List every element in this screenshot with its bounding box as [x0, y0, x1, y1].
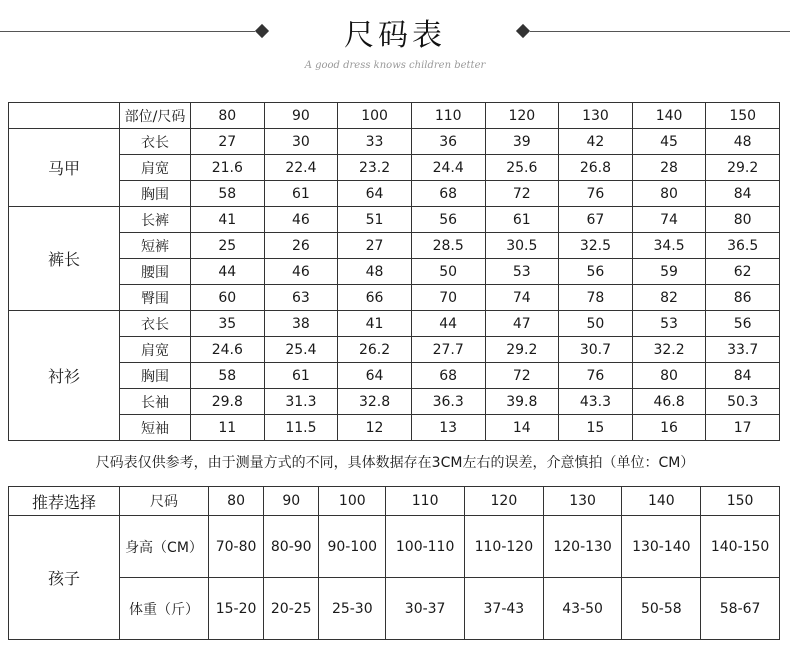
table-row	[9, 311, 780, 337]
table-cell: 80-90	[264, 516, 319, 578]
table-row	[9, 516, 780, 578]
table-cell: 27.7	[411, 337, 485, 363]
table-cell: 50-58	[622, 578, 701, 640]
row-label: 身高（CM）	[120, 516, 209, 578]
table-cell: 50.3	[706, 389, 780, 415]
table-cell: 38	[264, 311, 338, 337]
row-label: 长裤	[120, 207, 191, 233]
table-row	[9, 181, 780, 207]
table-cell: 130-140	[622, 516, 701, 578]
group-label: 裤长	[9, 207, 120, 311]
table-cell: 41	[191, 207, 265, 233]
table-cell: 58	[191, 363, 265, 389]
table-cell: 44	[191, 259, 265, 285]
table-cell: 33.7	[706, 337, 780, 363]
table-row	[9, 233, 780, 259]
table-cell: 84	[706, 363, 780, 389]
table-cell: 47	[485, 311, 559, 337]
table-cell: 100-110	[386, 516, 465, 578]
table-cell: 25.4	[264, 337, 338, 363]
size-header: 110	[411, 103, 485, 129]
table-cell: 29.2	[706, 155, 780, 181]
table-cell: 72	[485, 363, 559, 389]
table-cell: 50	[559, 311, 633, 337]
table-cell: 86	[706, 285, 780, 311]
table-cell: 43.3	[559, 389, 633, 415]
table-cell: 74	[485, 285, 559, 311]
table-cell: 11	[191, 415, 265, 441]
table-row	[9, 285, 780, 311]
table-cell: 21.6	[191, 155, 265, 181]
table-header-row	[9, 103, 780, 129]
table-row	[9, 415, 780, 441]
size-header: 130	[543, 487, 622, 516]
table-row	[9, 207, 780, 233]
table-cell: 35	[191, 311, 265, 337]
table-cell: 30.7	[559, 337, 633, 363]
table-cell: 68	[411, 363, 485, 389]
row-label: 腰围	[120, 259, 191, 285]
table-cell: 25-30	[319, 578, 386, 640]
table-cell: 53	[485, 259, 559, 285]
size-header: 150	[706, 103, 780, 129]
row-label: 衣长	[120, 311, 191, 337]
table-cell: 26	[264, 233, 338, 259]
table-cell: 30-37	[386, 578, 465, 640]
table-cell: 48	[338, 259, 412, 285]
row-label: 体重（斤）	[120, 578, 209, 640]
table-cell: 30.5	[485, 233, 559, 259]
size-header: 80	[209, 487, 264, 516]
table-cell: 29.8	[191, 389, 265, 415]
row-label: 短裤	[120, 233, 191, 259]
table-cell: 16	[632, 415, 706, 441]
table-cell: 68	[411, 181, 485, 207]
table-cell: 24.6	[191, 337, 265, 363]
size-header: 90	[264, 103, 338, 129]
table-cell: 39.8	[485, 389, 559, 415]
table-cell: 61	[264, 363, 338, 389]
table-cell: 13	[411, 415, 485, 441]
table-cell: 15	[559, 415, 633, 441]
table-cell: 23.2	[338, 155, 412, 181]
table-cell: 67	[559, 207, 633, 233]
table-cell: 26.8	[559, 155, 633, 181]
table-cell: 80	[632, 181, 706, 207]
table-cell: 58	[191, 181, 265, 207]
size-table	[8, 102, 780, 441]
size-header: 90	[264, 487, 319, 516]
table-cell: 120-130	[543, 516, 622, 578]
table-row	[9, 578, 780, 640]
table-cell: 59	[632, 259, 706, 285]
table-cell: 48	[706, 129, 780, 155]
table-cell: 24.4	[411, 155, 485, 181]
table-cell: 51	[338, 207, 412, 233]
table-cell: 61	[485, 207, 559, 233]
table-row	[9, 129, 780, 155]
table-row	[9, 389, 780, 415]
table-cell: 53	[632, 311, 706, 337]
table-cell: 25.6	[485, 155, 559, 181]
table-cell: 56	[411, 207, 485, 233]
table-cell: 26.2	[338, 337, 412, 363]
table-cell: 37-43	[465, 578, 544, 640]
table-cell: 56	[559, 259, 633, 285]
size-header: 140	[632, 103, 706, 129]
row-label: 胸围	[120, 181, 191, 207]
table-cell: 70-80	[209, 516, 264, 578]
size-header: 100	[338, 103, 412, 129]
table-row	[9, 363, 780, 389]
row-label: 衣长	[120, 129, 191, 155]
table-cell: 70	[411, 285, 485, 311]
corner-header: 部位/尺码	[120, 103, 191, 129]
table-cell: 14	[485, 415, 559, 441]
table-cell: 46	[264, 259, 338, 285]
blank-cell	[9, 103, 120, 129]
table-cell: 33	[338, 129, 412, 155]
table-cell: 43-50	[543, 578, 622, 640]
header-line-right	[530, 31, 790, 32]
table-cell: 60	[191, 285, 265, 311]
size-header: 140	[622, 487, 701, 516]
table-cell: 80	[632, 363, 706, 389]
table-cell: 44	[411, 311, 485, 337]
table-cell: 36.5	[706, 233, 780, 259]
table-cell: 11.5	[264, 415, 338, 441]
table-cell: 82	[632, 285, 706, 311]
table-row	[9, 259, 780, 285]
table-cell: 12	[338, 415, 412, 441]
table-cell: 74	[632, 207, 706, 233]
table-cell: 66	[338, 285, 412, 311]
table-cell: 30	[264, 129, 338, 155]
table-cell: 76	[559, 363, 633, 389]
table-row	[9, 337, 780, 363]
table-cell: 36.3	[411, 389, 485, 415]
table-cell: 42	[559, 129, 633, 155]
table-cell: 45	[632, 129, 706, 155]
table-cell: 78	[559, 285, 633, 311]
table-cell: 34.5	[632, 233, 706, 259]
page-subtitle: A good dress knows children better	[304, 60, 486, 71]
size-header: 150	[701, 487, 780, 516]
page-title: 尺码表	[344, 18, 446, 53]
group-label: 衬衫	[9, 311, 120, 441]
table-header-row	[9, 487, 780, 516]
table-cell: 61	[264, 181, 338, 207]
table-cell: 25	[191, 233, 265, 259]
table-cell: 15-20	[209, 578, 264, 640]
table-cell: 50	[411, 259, 485, 285]
table-cell: 110-120	[465, 516, 544, 578]
table-cell: 140-150	[701, 516, 780, 578]
table-cell: 64	[338, 363, 412, 389]
table-cell: 63	[264, 285, 338, 311]
row-label: 肩宽	[120, 155, 191, 181]
table-cell: 28	[632, 155, 706, 181]
size-header: 120	[465, 487, 544, 516]
table-cell: 76	[559, 181, 633, 207]
corner-header: 推荐选择	[9, 487, 120, 516]
table-cell: 29.2	[485, 337, 559, 363]
table-cell: 58-67	[701, 578, 780, 640]
table-cell: 32.8	[338, 389, 412, 415]
table-cell: 80	[706, 207, 780, 233]
size-label-header: 尺码	[120, 487, 209, 516]
row-label: 短袖	[120, 415, 191, 441]
row-label: 臀围	[120, 285, 191, 311]
size-header: 110	[386, 487, 465, 516]
table-cell: 72	[485, 181, 559, 207]
table-cell: 28.5	[411, 233, 485, 259]
row-label: 肩宽	[120, 337, 191, 363]
header	[0, 0, 790, 80]
table-cell: 36	[411, 129, 485, 155]
table-cell: 32.2	[632, 337, 706, 363]
recommendation-table	[8, 486, 780, 640]
table-cell: 62	[706, 259, 780, 285]
table-cell: 20-25	[264, 578, 319, 640]
table-cell: 84	[706, 181, 780, 207]
table-cell: 64	[338, 181, 412, 207]
table-cell: 32.5	[559, 233, 633, 259]
disclaimer-note: 尺码表仅供参考，由于测量方式的不同，具体数据存在3CM左右的误差，介意慎拍（单位：CM）	[95, 455, 695, 471]
table-cell: 41	[338, 311, 412, 337]
table-cell: 46	[264, 207, 338, 233]
size-header: 120	[485, 103, 559, 129]
group-label: 马甲	[9, 129, 120, 207]
size-header: 100	[319, 487, 386, 516]
table-cell: 56	[706, 311, 780, 337]
table-cell: 46.8	[632, 389, 706, 415]
table-cell: 39	[485, 129, 559, 155]
size-header: 130	[559, 103, 633, 129]
table-cell: 31.3	[264, 389, 338, 415]
table-cell: 27	[191, 129, 265, 155]
table-cell: 17	[706, 415, 780, 441]
table-cell: 90-100	[319, 516, 386, 578]
row-label: 胸围	[120, 363, 191, 389]
table-cell: 22.4	[264, 155, 338, 181]
table-row	[9, 155, 780, 181]
size-header: 80	[191, 103, 265, 129]
group-label: 孩子	[9, 516, 120, 640]
table-cell: 27	[338, 233, 412, 259]
row-label: 长袖	[120, 389, 191, 415]
